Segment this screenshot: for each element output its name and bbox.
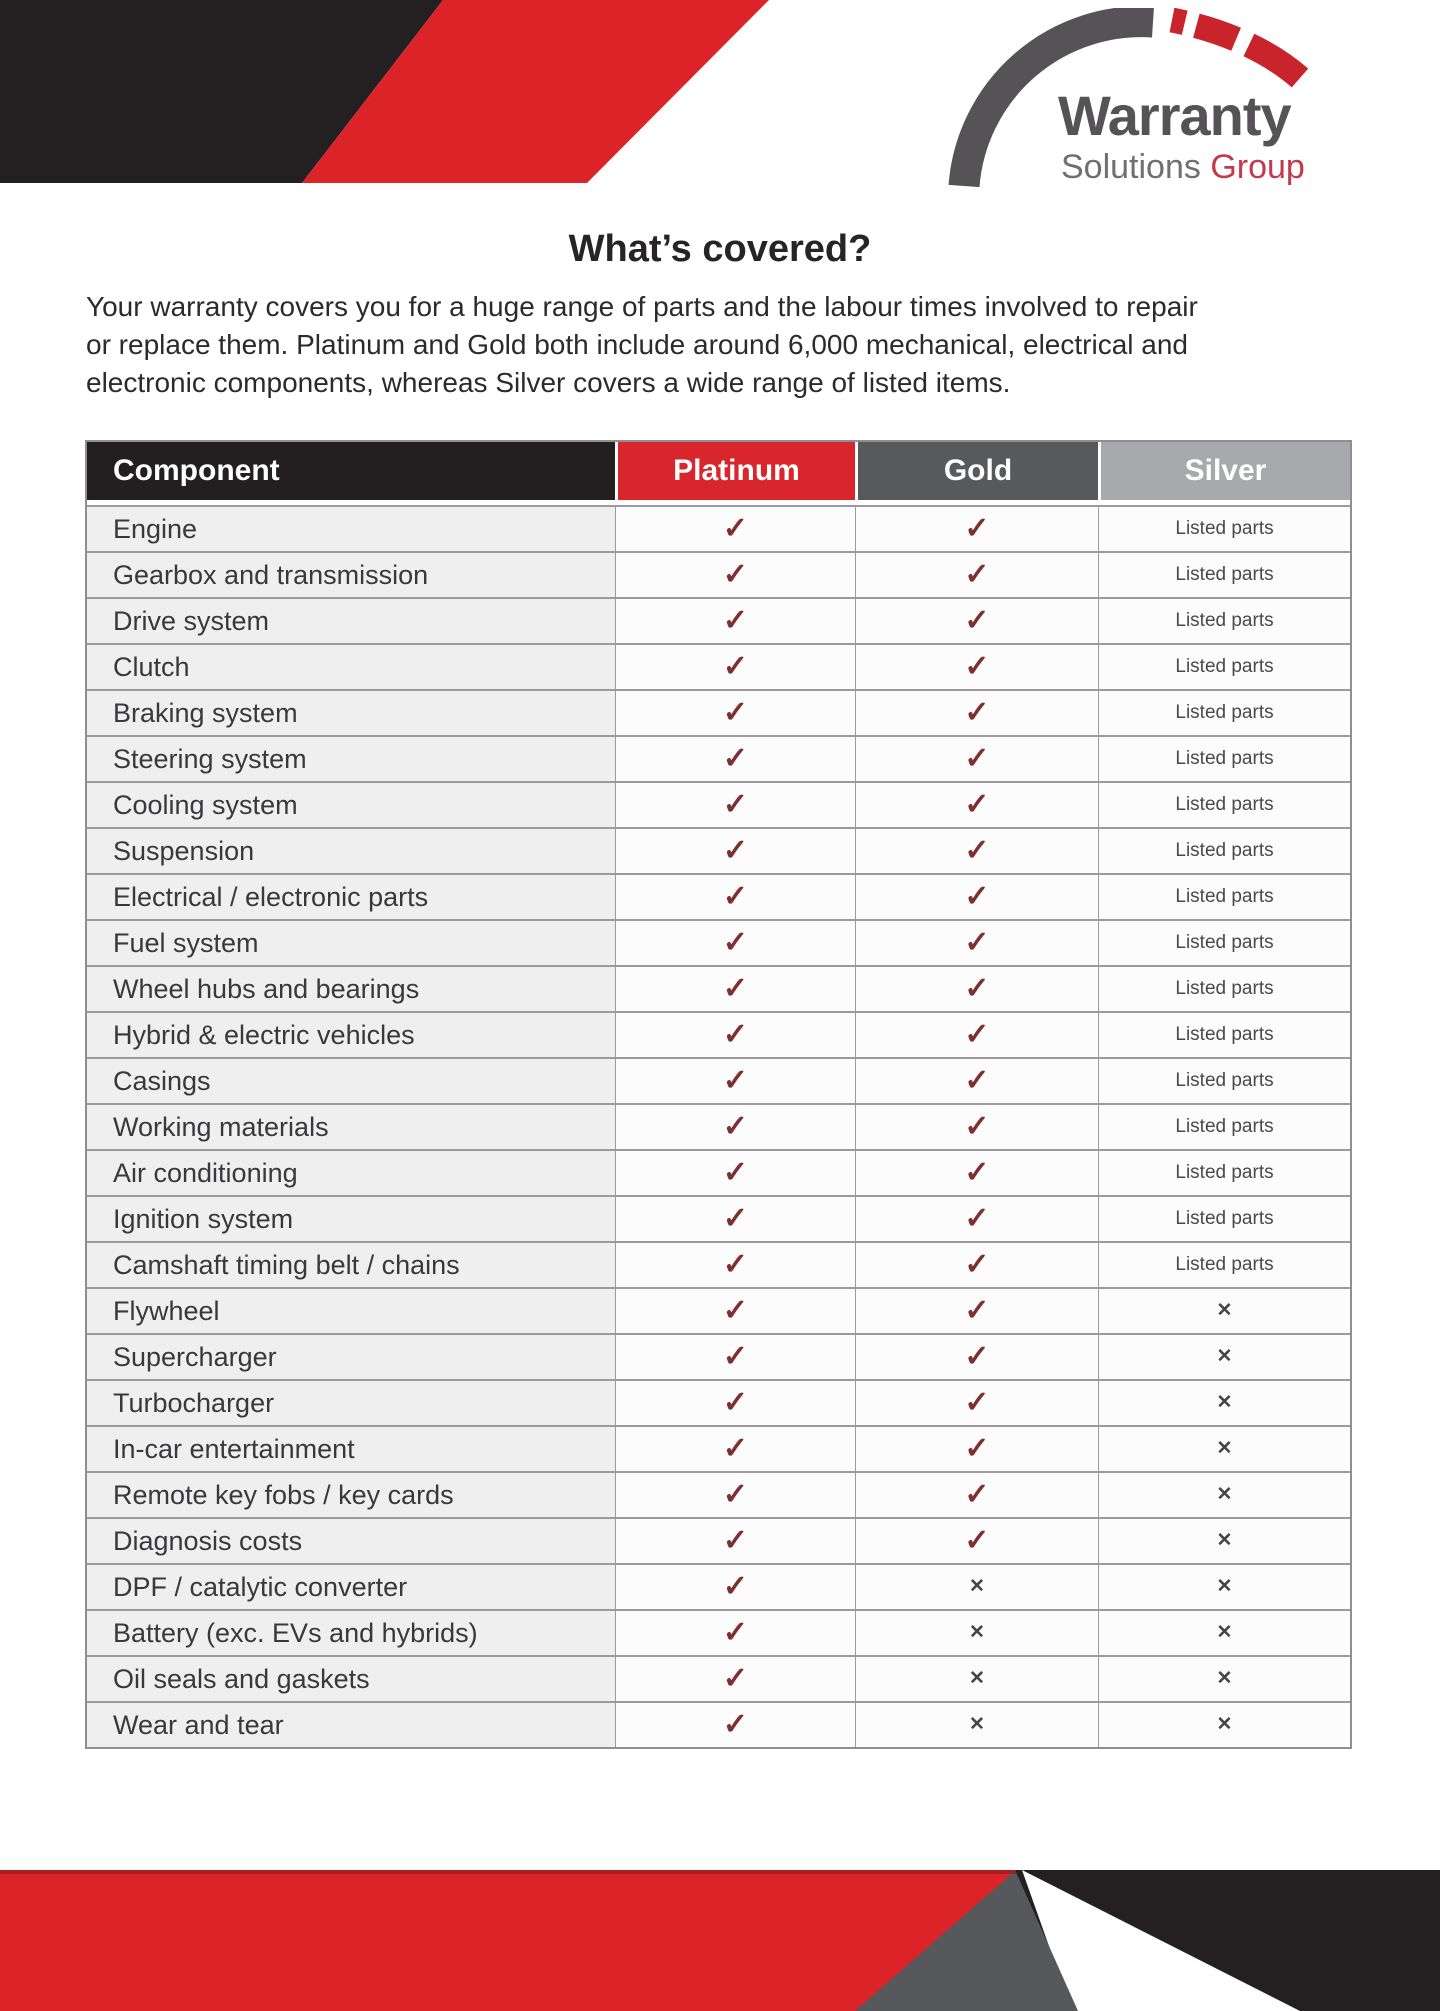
check-icon: ✓ xyxy=(722,1616,749,1649)
check-icon: ✓ xyxy=(722,696,749,729)
cross-icon: ✕ xyxy=(1216,1668,1233,1689)
platinum-cell xyxy=(615,1471,855,1517)
table-row xyxy=(87,1103,1350,1149)
check-icon: ✓ xyxy=(964,1340,990,1373)
logo-subtitle xyxy=(1061,150,1305,184)
silver-cell xyxy=(1098,1195,1350,1241)
silver-cell xyxy=(1098,1287,1350,1333)
cross-icon: ✕ xyxy=(1216,1530,1233,1551)
platinum-cell xyxy=(615,1241,855,1287)
component-cell: Battery (exc. EVs and hybrids) xyxy=(87,1609,615,1655)
component-cell: Braking system xyxy=(87,689,615,735)
check-icon: ✓ xyxy=(964,788,990,821)
bottom-corner-decoration xyxy=(0,1870,1440,2011)
check-icon: ✓ xyxy=(722,1156,749,1189)
table-row xyxy=(87,505,1350,551)
listed-parts-label: Listed parts xyxy=(1175,1208,1274,1229)
check-icon: ✓ xyxy=(964,558,990,591)
check-icon: ✓ xyxy=(722,742,749,775)
check-icon: ✓ xyxy=(964,604,990,637)
component-cell: Ignition system xyxy=(87,1195,615,1241)
table-row xyxy=(87,1333,1350,1379)
table-row xyxy=(87,1701,1350,1747)
check-icon: ✓ xyxy=(964,696,990,729)
listed-parts-label: Listed parts xyxy=(1175,1024,1274,1045)
component-cell: Casings xyxy=(87,1057,615,1103)
intro-paragraph xyxy=(86,288,1376,402)
check-icon: ✓ xyxy=(722,1110,749,1143)
check-icon: ✓ xyxy=(722,650,749,683)
cross-icon: ✕ xyxy=(1216,1300,1233,1321)
company-logo xyxy=(930,0,1390,200)
silver-cell xyxy=(1098,735,1350,781)
component-cell: Turbocharger xyxy=(87,1379,615,1425)
silver-cell xyxy=(1098,1563,1350,1609)
gold-cell xyxy=(855,873,1098,919)
check-icon: ✓ xyxy=(722,1248,749,1281)
silver-cell xyxy=(1098,1701,1350,1747)
coverage-table-wrapper xyxy=(85,440,1348,1749)
listed-parts-label: Listed parts xyxy=(1175,564,1274,585)
component-cell: Cooling system xyxy=(87,781,615,827)
check-icon: ✓ xyxy=(964,1478,990,1511)
listed-parts-label: Listed parts xyxy=(1175,932,1274,953)
table-row xyxy=(87,1287,1350,1333)
platinum-cell xyxy=(615,873,855,919)
gold-cell xyxy=(855,1333,1098,1379)
gold-cell xyxy=(855,1471,1098,1517)
component-cell: Supercharger xyxy=(87,1333,615,1379)
silver-cell xyxy=(1098,1241,1350,1287)
table-row xyxy=(87,1011,1350,1057)
table-row xyxy=(87,919,1350,965)
cross-icon: ✕ xyxy=(969,1576,985,1597)
gold-cell xyxy=(855,1241,1098,1287)
table-row xyxy=(87,873,1350,919)
platinum-cell xyxy=(615,1057,855,1103)
component-cell: Wear and tear xyxy=(87,1701,615,1747)
check-icon: ✓ xyxy=(722,558,749,591)
gold-cell xyxy=(855,643,1098,689)
check-icon: ✓ xyxy=(722,1478,749,1511)
platinum-cell xyxy=(615,1517,855,1563)
silver-cell xyxy=(1098,1057,1350,1103)
logo-subtitle-solutions: Solutions xyxy=(1061,148,1211,186)
table-row xyxy=(87,1563,1350,1609)
gold-cell xyxy=(855,1563,1098,1609)
check-icon: ✓ xyxy=(722,1662,749,1695)
component-cell: Remote key fobs / key cards xyxy=(87,1471,615,1517)
page-title: What’s covered? xyxy=(568,228,872,270)
check-icon: ✓ xyxy=(722,1708,749,1741)
platinum-cell xyxy=(615,965,855,1011)
platinum-cell xyxy=(615,1103,855,1149)
check-icon: ✓ xyxy=(722,972,749,1005)
cross-icon: ✕ xyxy=(1216,1346,1233,1367)
cross-icon: ✕ xyxy=(1216,1714,1233,1735)
gold-cell xyxy=(855,1655,1098,1701)
component-cell: Wheel hubs and bearings xyxy=(87,965,615,1011)
gold-cell xyxy=(855,1057,1098,1103)
component-cell: Diagnosis costs xyxy=(87,1517,615,1563)
listed-parts-label: Listed parts xyxy=(1175,748,1274,769)
check-icon: ✓ xyxy=(964,1064,990,1097)
gold-cell xyxy=(855,1149,1098,1195)
platinum-cell xyxy=(615,1011,855,1057)
intro-line: electronic components, whereas Silver covers a wide range of listed items. xyxy=(86,367,1011,398)
silver-cell xyxy=(1098,965,1350,1011)
table-row xyxy=(87,1517,1350,1563)
check-icon: ✓ xyxy=(964,1202,990,1235)
table-row xyxy=(87,1609,1350,1655)
check-icon: ✓ xyxy=(964,926,990,959)
component-cell: Flywheel xyxy=(87,1287,615,1333)
cross-icon: ✕ xyxy=(1216,1438,1233,1459)
component-cell: Fuel system xyxy=(87,919,615,965)
check-icon: ✓ xyxy=(964,1386,990,1419)
table-header-row xyxy=(87,442,1350,505)
column-header-silver: Silver xyxy=(1098,442,1350,505)
listed-parts-label: Listed parts xyxy=(1175,794,1274,815)
listed-parts-label: Listed parts xyxy=(1175,702,1274,723)
table-body xyxy=(87,505,1350,1747)
table-row xyxy=(87,1057,1350,1103)
gold-cell xyxy=(855,965,1098,1011)
cross-icon: ✕ xyxy=(1216,1622,1233,1643)
table-row xyxy=(87,1195,1350,1241)
gold-cell xyxy=(855,1379,1098,1425)
silver-cell xyxy=(1098,919,1350,965)
check-icon: ✓ xyxy=(964,1524,990,1557)
platinum-cell xyxy=(615,827,855,873)
gold-cell xyxy=(855,1425,1098,1471)
check-icon: ✓ xyxy=(722,1064,749,1097)
check-icon: ✓ xyxy=(722,604,749,637)
platinum-cell xyxy=(615,551,855,597)
table-row xyxy=(87,1425,1350,1471)
cross-icon: ✕ xyxy=(969,1714,985,1735)
check-icon: ✓ xyxy=(722,1202,749,1235)
check-icon: ✓ xyxy=(722,1340,749,1373)
component-cell: Working materials xyxy=(87,1103,615,1149)
listed-parts-label: Listed parts xyxy=(1175,1116,1274,1137)
table-row xyxy=(87,1655,1350,1701)
cross-icon: ✕ xyxy=(969,1668,985,1689)
check-icon: ✓ xyxy=(964,742,990,775)
listed-parts-label: Listed parts xyxy=(1175,1254,1274,1275)
column-header-component: Component xyxy=(87,442,615,505)
component-cell: In-car entertainment xyxy=(87,1425,615,1471)
check-icon: ✓ xyxy=(964,880,990,913)
platinum-cell xyxy=(615,505,855,551)
platinum-cell xyxy=(615,1149,855,1195)
component-cell: Suspension xyxy=(87,827,615,873)
cross-icon: ✕ xyxy=(1216,1484,1233,1505)
component-cell: Oil seals and gaskets xyxy=(87,1655,615,1701)
component-cell: Clutch xyxy=(87,643,615,689)
component-cell: DPF / catalytic converter xyxy=(87,1563,615,1609)
platinum-cell xyxy=(615,643,855,689)
gold-cell xyxy=(855,1701,1098,1747)
check-icon: ✓ xyxy=(964,972,990,1005)
silver-cell xyxy=(1098,551,1350,597)
component-cell: Steering system xyxy=(87,735,615,781)
component-cell: Gearbox and transmission xyxy=(87,551,615,597)
platinum-cell xyxy=(615,1287,855,1333)
gold-cell xyxy=(855,1517,1098,1563)
check-icon: ✓ xyxy=(722,926,749,959)
silver-cell xyxy=(1098,689,1350,735)
coverage-table xyxy=(85,440,1352,1749)
component-cell: Air conditioning xyxy=(87,1149,615,1195)
silver-cell xyxy=(1098,597,1350,643)
component-cell: Hybrid & electric vehicles xyxy=(87,1011,615,1057)
gold-cell xyxy=(855,1195,1098,1241)
table-row xyxy=(87,1379,1350,1425)
silver-cell xyxy=(1098,505,1350,551)
logo-subtitle-group: Group xyxy=(1210,148,1305,186)
logo-word: Warranty xyxy=(1058,84,1291,147)
check-icon: ✓ xyxy=(722,1432,749,1465)
silver-cell xyxy=(1098,1425,1350,1471)
gold-cell xyxy=(855,505,1098,551)
gold-cell xyxy=(855,1103,1098,1149)
silver-cell xyxy=(1098,873,1350,919)
table-row xyxy=(87,735,1350,781)
table-row xyxy=(87,827,1350,873)
listed-parts-label: Listed parts xyxy=(1175,610,1274,631)
silver-cell xyxy=(1098,1333,1350,1379)
platinum-cell xyxy=(615,1195,855,1241)
check-icon: ✓ xyxy=(964,1110,990,1143)
check-icon: ✓ xyxy=(722,1524,749,1557)
check-icon: ✓ xyxy=(964,1294,990,1327)
table-row xyxy=(87,1149,1350,1195)
gold-cell xyxy=(855,781,1098,827)
platinum-cell xyxy=(615,735,855,781)
intro-line: Your warranty covers you for a huge range of parts and the labour times involved to repair xyxy=(86,291,1198,322)
table-row xyxy=(87,1471,1350,1517)
gold-cell xyxy=(855,735,1098,781)
check-icon: ✓ xyxy=(964,1156,990,1189)
component-cell: Engine xyxy=(87,505,615,551)
platinum-cell xyxy=(615,1609,855,1655)
check-icon: ✓ xyxy=(964,1432,990,1465)
cross-icon: ✕ xyxy=(1216,1392,1233,1413)
platinum-cell xyxy=(615,1655,855,1701)
silver-cell xyxy=(1098,1379,1350,1425)
check-icon: ✓ xyxy=(964,512,990,545)
gold-cell xyxy=(855,1609,1098,1655)
silver-cell xyxy=(1098,1655,1350,1701)
platinum-cell xyxy=(615,1379,855,1425)
check-icon: ✓ xyxy=(722,880,749,913)
component-cell: Electrical / electronic parts xyxy=(87,873,615,919)
platinum-cell xyxy=(615,1701,855,1747)
gold-cell xyxy=(855,1287,1098,1333)
gold-cell xyxy=(855,689,1098,735)
column-header-gold: Gold xyxy=(855,442,1098,505)
silver-cell xyxy=(1098,1103,1350,1149)
platinum-cell xyxy=(615,1563,855,1609)
check-icon: ✓ xyxy=(722,1386,749,1419)
silver-cell xyxy=(1098,1149,1350,1195)
table-row xyxy=(87,643,1350,689)
gold-cell xyxy=(855,597,1098,643)
gold-cell xyxy=(855,1011,1098,1057)
platinum-cell xyxy=(615,1425,855,1471)
platinum-cell xyxy=(615,689,855,735)
check-icon: ✓ xyxy=(722,1570,749,1603)
check-icon: ✓ xyxy=(964,834,990,867)
platinum-cell xyxy=(615,781,855,827)
check-icon: ✓ xyxy=(722,512,749,545)
check-icon: ✓ xyxy=(722,834,749,867)
silver-cell xyxy=(1098,1517,1350,1563)
check-icon: ✓ xyxy=(722,1018,749,1051)
component-cell: Camshaft timing belt / chains xyxy=(87,1241,615,1287)
table-row xyxy=(87,551,1350,597)
platinum-cell xyxy=(615,919,855,965)
listed-parts-label: Listed parts xyxy=(1175,1070,1274,1091)
check-icon: ✓ xyxy=(964,1018,990,1051)
listed-parts-label: Listed parts xyxy=(1175,656,1274,677)
table-row xyxy=(87,781,1350,827)
table-row xyxy=(87,689,1350,735)
check-icon: ✓ xyxy=(964,1248,990,1281)
gold-cell xyxy=(855,827,1098,873)
listed-parts-label: Listed parts xyxy=(1175,518,1274,539)
check-icon: ✓ xyxy=(722,1294,749,1327)
platinum-cell xyxy=(615,1333,855,1379)
intro-line: or replace them. Platinum and Gold both include around 6,000 mechanical, electrical and xyxy=(86,329,1188,360)
silver-cell xyxy=(1098,643,1350,689)
silver-cell xyxy=(1098,1471,1350,1517)
column-header-platinum: Platinum xyxy=(615,442,855,505)
table-row xyxy=(87,1241,1350,1287)
cross-icon: ✕ xyxy=(969,1622,985,1643)
silver-cell xyxy=(1098,781,1350,827)
silver-cell xyxy=(1098,1609,1350,1655)
silver-cell xyxy=(1098,827,1350,873)
component-cell: Drive system xyxy=(87,597,615,643)
listed-parts-label: Listed parts xyxy=(1175,886,1274,907)
listed-parts-label: Listed parts xyxy=(1175,978,1274,999)
check-icon: ✓ xyxy=(722,788,749,821)
listed-parts-label: Listed parts xyxy=(1175,840,1274,861)
table-row xyxy=(87,597,1350,643)
platinum-cell xyxy=(615,597,855,643)
check-icon: ✓ xyxy=(964,650,990,683)
gold-cell xyxy=(855,551,1098,597)
gold-cell xyxy=(855,919,1098,965)
listed-parts-label: Listed parts xyxy=(1175,1162,1274,1183)
table-row xyxy=(87,965,1350,1011)
silver-cell xyxy=(1098,1011,1350,1057)
cross-icon: ✕ xyxy=(1216,1576,1233,1597)
